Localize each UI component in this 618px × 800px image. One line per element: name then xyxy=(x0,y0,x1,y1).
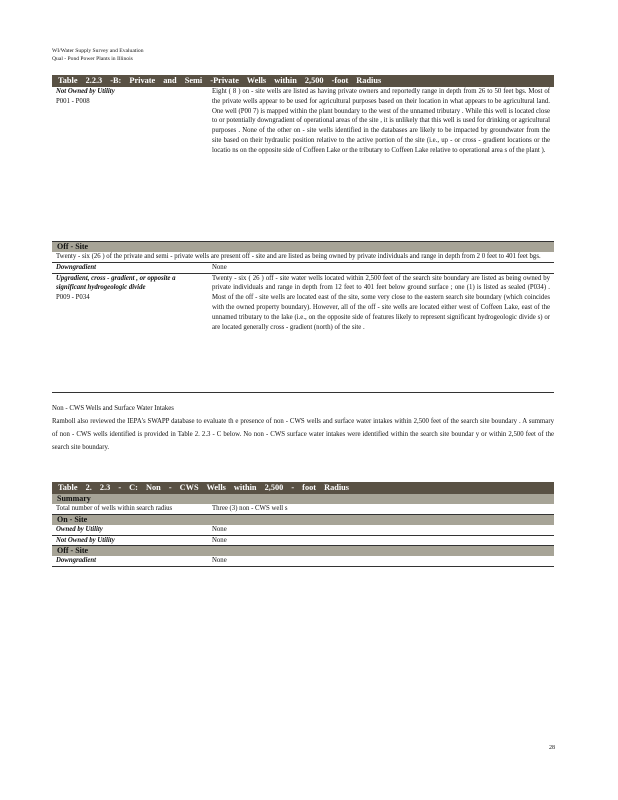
header-line-1: WI/Water Supply Survey and Evaluation xyxy=(52,48,144,54)
off-site-c-label: Off - Site xyxy=(52,546,554,556)
not-owned-text: Eight ( 8 ) on - site wells are listed as having private owners and reportedly range in depth from 26 to 50 feet bgs. Most of the private wells appear to be used for agricultural purposes based on their location in what appears to be agricultural land. One well (P00 7) is mapped within the plant boundary to the west of the unnamed tributary . While this well is located close to or potentially downgradient of operational areas of the site , it is unlikely that this well is used for drinking or agricultural purposes . None of the other on - site wells identified in the databases are likely to be impacted by groundwater from the site based on their hydraulic position relative to the active portion of the site (i.e., up - or cross - gradient locations or the locatio ns on the opposite side of Coffeen Lake or the tributary to Coffeen Lake relative to operational area s of the plant ). xyxy=(212,88,550,154)
downgradient-c-label: Downgradient xyxy=(56,557,97,565)
not-owned-ids: P001 - P008 xyxy=(56,97,90,105)
section-heading: Non - CWS Wells and Surface Water Intakes xyxy=(52,405,174,412)
table-non-cws-wells xyxy=(52,482,554,567)
table-b-row-not-owned xyxy=(52,87,554,242)
page-number: 28 xyxy=(549,745,555,751)
table-private-wells xyxy=(52,75,554,393)
downgradient-label: Downgradient xyxy=(56,263,97,271)
not-owned-label: Not Owned by Utility xyxy=(56,88,115,95)
upgradient-text: Twenty - six ( 26 ) off - site water wells located within 2,500 feet of the search site boundary are listed as being owned by private individuals and range in depth from 12 feet to 401 feet below ground surface ; one (1) is listed as sealed (P034) . Most of the off - site wells are located east of the site, some very close to the eastern search site boundary (which coincides with the owned property boundary). However, all of the off - site wells are located either west of Coffeen Lake, east of the unnamed tributary to the lake (i.e., on the opposite side of features likely to represent significant hydrogeologic divide s) or are located generally cross - gradient (north) of the site . xyxy=(212,274,550,331)
non-cws-section xyxy=(52,402,554,454)
summary-row xyxy=(52,504,554,515)
header-line-2: Qual - Pond Power Plants in Illinois xyxy=(52,56,133,62)
on-site-label: On - Site xyxy=(52,515,554,525)
not-owned-c-label: Not Owned by Utility xyxy=(56,536,115,544)
table-c-title: Table 2. 2.3 - C: Non - CWS Wells within 2,500 - foot Radius xyxy=(52,482,554,494)
upgradient-ids: P009 - P034 xyxy=(56,294,90,302)
table-b-row-downgradient xyxy=(52,263,554,274)
off-site-label: Off - Site xyxy=(52,242,554,252)
off-site-text: Twenty - six (26 ) of the private and semi - private wells are present off - site and are listed as being owned by private individuals and range in depth from 2 0 feet to 401 feet bgs. xyxy=(52,252,554,263)
owned-value: None xyxy=(212,525,227,533)
owned-label: Owned by Utility xyxy=(56,525,103,533)
section-text: Ramboll also reviewed the IEPA's SWAPP database to evaluate th e presence of non - CWS wells and surface water intakes within 2,500 feet of the search site boundary . A summary of non - CWS wells identified is provided in Table 2. 2.3 - C below. No non - CWS surface water intakes were identified within the search site boundar y or within 2,500 feet of the search site boundary. xyxy=(52,418,554,451)
table-b-title: Table 2.2.3 -B: Private and Semi -Private Wells within 2,500 -foot Radius xyxy=(52,75,554,87)
upgradient-label: Upgradient, cross - gradient , or opposite a significant hydrogeologic divide xyxy=(56,274,176,292)
summary-label: Summary xyxy=(52,494,554,504)
owned-row xyxy=(52,525,554,536)
downgradient-value: None xyxy=(212,263,227,271)
downgradient-c-row xyxy=(52,556,554,567)
not-owned-row xyxy=(52,536,554,547)
table-b-row-upgradient xyxy=(52,274,554,393)
running-header xyxy=(52,47,144,63)
summary-right: Three (3) non - CWS well s xyxy=(212,505,288,512)
not-owned-c-value: None xyxy=(212,536,227,544)
summary-left: Total number of wells within search radius xyxy=(56,505,173,512)
downgradient-c-value: None xyxy=(212,557,227,565)
